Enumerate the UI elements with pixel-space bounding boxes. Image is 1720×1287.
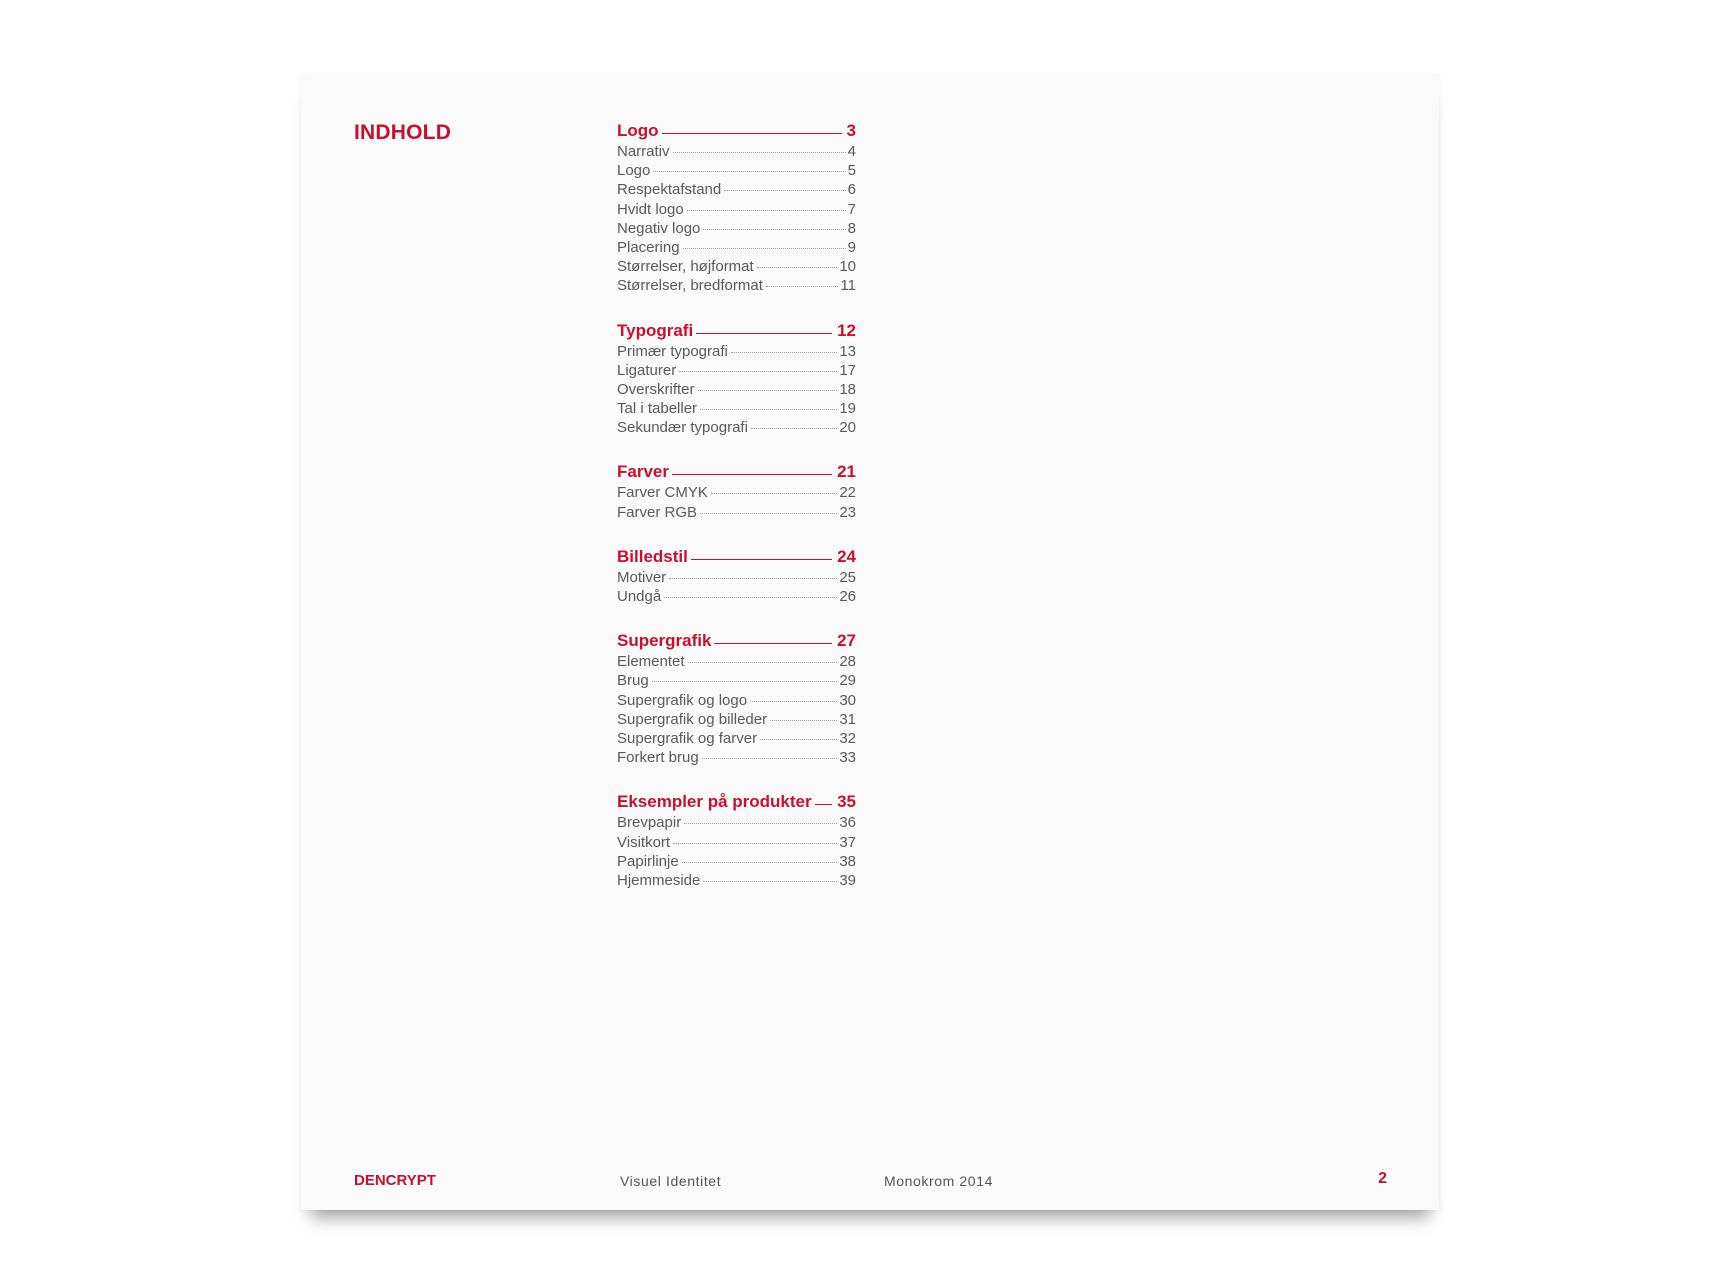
toc-entry-page: 37	[839, 833, 856, 851]
toc-entry-label: Størrelser, bredformat	[617, 277, 763, 295]
toc-entry[interactable]	[617, 258, 856, 277]
toc-entry-page: 20	[839, 419, 856, 437]
toc-section-title: Billedstil	[617, 546, 688, 566]
toc-entry-page: 18	[839, 380, 856, 398]
toc-section	[617, 792, 856, 891]
toc-section	[617, 121, 856, 297]
toc-entry-label: Primær typografi	[617, 342, 728, 360]
toc-entry[interactable]	[617, 343, 856, 362]
toc-entry[interactable]	[617, 749, 856, 768]
toc-entry-page: 23	[839, 503, 856, 521]
toc-entry-page: 19	[839, 400, 856, 418]
toc-entry-page: 32	[839, 729, 856, 747]
toc-entry-page: 8	[847, 219, 856, 237]
toc-leader-line	[815, 804, 832, 805]
toc-section-title: Typografi	[617, 320, 694, 340]
toc-section-heading[interactable]	[617, 631, 856, 653]
toc-entry[interactable]	[617, 181, 856, 200]
toc-dot-leader	[703, 229, 845, 230]
toc-entry-label: Narrativ	[617, 143, 670, 160]
toc-entry-label: Farver RGB	[617, 503, 698, 521]
toc-section-title: Supergrafik	[617, 631, 712, 651]
toc-dot-leader	[724, 190, 845, 191]
toc-entry[interactable]	[617, 504, 856, 523]
toc-entry[interactable]	[617, 834, 856, 853]
toc-section-page: 3	[846, 121, 856, 140]
toc-section-title: Eksempler på produkter	[617, 792, 812, 812]
toc-entry-label: Ligaturer	[617, 361, 677, 379]
toc-dot-leader	[770, 720, 837, 721]
toc-dot-leader	[669, 578, 837, 579]
toc-entry-label: Negativ logo	[617, 219, 701, 237]
toc-entry[interactable]	[617, 220, 856, 239]
toc-section-page: 24	[837, 546, 856, 566]
toc-entry-label: Undgå	[617, 588, 662, 605]
toc-entry-page: 30	[839, 691, 856, 709]
toc-entry-label: Hjemmeside	[617, 871, 701, 889]
toc-section	[617, 462, 856, 522]
toc-entry-page: 7	[847, 200, 856, 218]
toc-section-page: 12	[837, 320, 856, 340]
toc-entry-page: 36	[839, 814, 856, 832]
toc-section-heading[interactable]	[617, 547, 856, 569]
toc-entry[interactable]	[617, 143, 856, 162]
toc-entry-page: 13	[839, 342, 856, 360]
toc-dot-leader	[679, 371, 837, 372]
toc-section-page: 21	[837, 462, 856, 482]
table-of-contents	[617, 121, 856, 915]
page-heading: INDHOLD	[354, 121, 452, 144]
toc-entry[interactable]	[617, 672, 856, 691]
toc-section	[617, 631, 856, 768]
toc-entry-page: 9	[847, 238, 856, 256]
toc-entry-page: 5	[847, 162, 856, 180]
footer-title: Visuel Identitet	[620, 1173, 722, 1189]
toc-entry-label: Tal i tabeller	[617, 400, 698, 418]
toc-entry[interactable]	[617, 872, 856, 891]
toc-entry-page: 6	[847, 181, 856, 199]
toc-section-heading[interactable]	[617, 792, 856, 814]
toc-dot-leader	[673, 152, 846, 153]
toc-dot-leader	[687, 210, 846, 211]
toc-entry[interactable]	[617, 277, 856, 296]
toc-entry[interactable]	[617, 419, 856, 438]
toc-entry[interactable]	[617, 853, 856, 872]
toc-entry-label: Logo	[617, 162, 651, 180]
toc-entry-page: 17	[839, 361, 856, 379]
toc-entry-label: Sekundær typografi	[617, 419, 748, 437]
toc-dot-leader	[664, 597, 837, 598]
toc-entry-label: Supergrafik og billeder	[617, 710, 768, 728]
footer-page-number: 2	[1378, 1170, 1387, 1187]
toc-entry-label: Farver CMYK	[617, 484, 708, 502]
toc-entry-label: Respektafstand	[617, 181, 722, 199]
toc-dot-leader	[688, 662, 838, 663]
toc-leader-line	[696, 333, 832, 334]
toc-dot-leader	[698, 390, 838, 391]
toc-dot-leader	[757, 267, 838, 268]
toc-section-page: 27	[837, 631, 856, 651]
toc-entry-label: Størrelser, højformat	[617, 258, 754, 276]
toc-entry-label: Forkert brug	[617, 749, 699, 767]
toc-entry-page: 28	[839, 653, 856, 671]
footer-brand: DENCRYPT	[354, 1172, 436, 1189]
toc-entry[interactable]	[617, 692, 856, 711]
toc-entry[interactable]	[617, 653, 856, 672]
toc-entry[interactable]	[617, 730, 856, 749]
toc-entry-label: Papirlinje	[617, 852, 679, 870]
toc-dot-leader	[702, 758, 838, 759]
toc-dot-leader	[731, 352, 837, 353]
toc-dot-leader	[700, 409, 837, 410]
toc-entry-page: 11	[840, 277, 856, 295]
toc-entry-label: Motiver	[617, 568, 667, 586]
toc-leader-line	[714, 643, 832, 644]
toc-entry[interactable]	[617, 711, 856, 730]
toc-section-heading[interactable]	[617, 462, 856, 484]
toc-dot-leader	[682, 862, 838, 863]
toc-entry-label: Supergrafik og logo	[617, 691, 748, 709]
toc-entry-label: Brevpapir	[617, 814, 682, 832]
toc-entry-label: Placering	[617, 238, 680, 256]
toc-entry[interactable]	[617, 814, 856, 833]
toc-entry-page: 33	[839, 749, 856, 767]
toc-dot-leader	[766, 286, 839, 287]
toc-leader-line	[662, 133, 842, 134]
toc-entry-page: 26	[839, 588, 856, 605]
toc-entry-page: 39	[839, 871, 856, 889]
toc-section-heading[interactable]	[617, 321, 856, 343]
toc-entry-label: Visitkort	[617, 833, 671, 851]
toc-entry-label: Brug	[617, 672, 649, 690]
toc-dot-leader	[711, 493, 837, 494]
toc-dot-leader	[684, 823, 837, 824]
toc-entry-page: 38	[839, 852, 856, 870]
toc-entry[interactable]	[617, 400, 856, 419]
footer-edition: Monokrom 2014	[884, 1173, 993, 1189]
toc-entry-page: 4	[847, 143, 856, 160]
toc-section-title: Logo	[617, 121, 659, 140]
document-page	[301, 73, 1439, 1210]
toc-leader-line	[691, 559, 832, 560]
toc-entry[interactable]	[617, 381, 856, 400]
toc-dot-leader	[760, 739, 837, 740]
toc-entry-label: Hvidt logo	[617, 200, 684, 218]
toc-entry[interactable]	[617, 484, 856, 503]
toc-dot-leader	[700, 513, 837, 514]
toc-section-page: 35	[837, 792, 856, 812]
toc-dot-leader	[653, 171, 845, 172]
toc-entry-label: Elementet	[617, 653, 685, 671]
toc-entry-page: 29	[839, 672, 856, 690]
toc-entry[interactable]	[617, 201, 856, 220]
toc-dot-leader	[750, 701, 837, 702]
toc-entry[interactable]	[617, 588, 856, 607]
toc-entry-page: 22	[839, 484, 856, 502]
toc-entry-page: 25	[839, 568, 856, 586]
toc-dot-leader	[683, 248, 846, 249]
toc-entry[interactable]	[617, 239, 856, 258]
toc-dot-leader	[673, 843, 837, 844]
toc-entry-page: 31	[839, 710, 856, 728]
toc-section-title: Farver	[617, 462, 669, 482]
toc-dot-leader	[751, 428, 837, 429]
toc-entry-label: Overskrifter	[617, 380, 695, 398]
toc-entry-page: 10	[839, 258, 856, 276]
toc-dot-leader	[703, 881, 837, 882]
toc-entry[interactable]	[617, 569, 856, 588]
toc-section	[617, 321, 856, 439]
toc-section-heading[interactable]	[617, 121, 856, 143]
toc-entry[interactable]	[617, 162, 856, 181]
toc-entry-label: Supergrafik og farver	[617, 729, 758, 747]
toc-dot-leader	[652, 681, 838, 682]
toc-entry[interactable]	[617, 362, 856, 381]
toc-leader-line	[672, 474, 832, 475]
toc-section	[617, 547, 856, 607]
